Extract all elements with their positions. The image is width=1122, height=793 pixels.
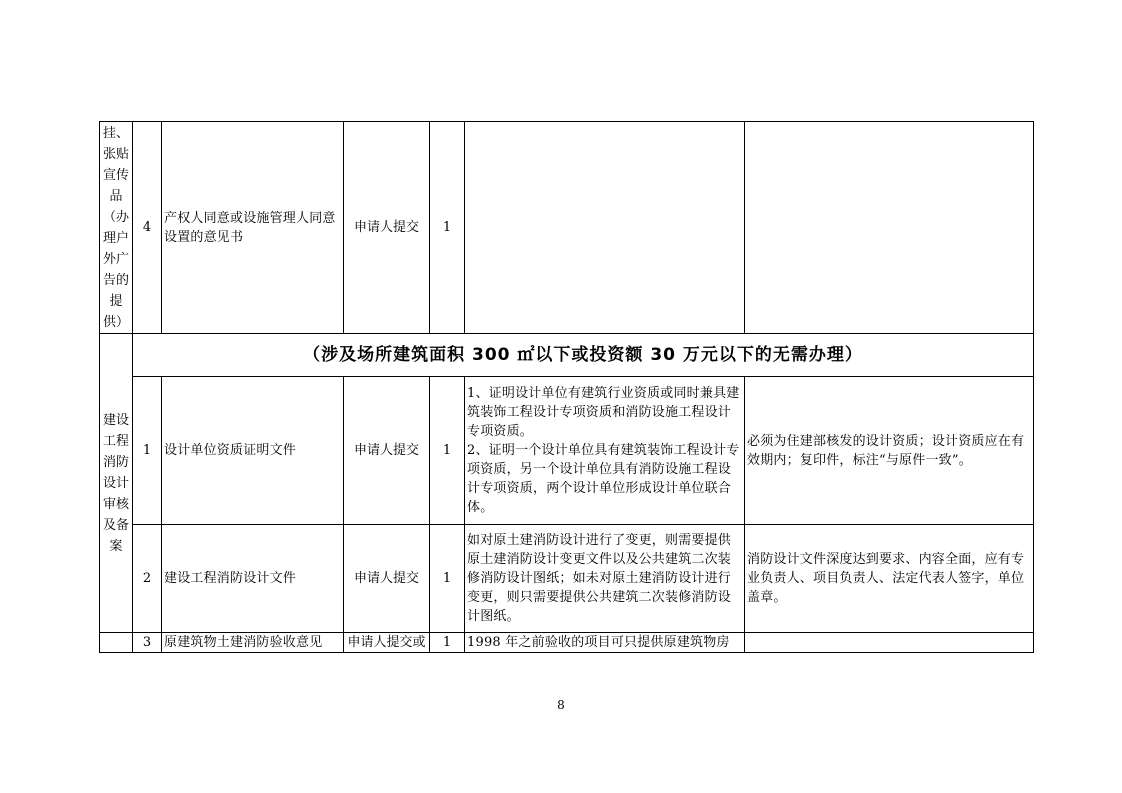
copies-count: 1 [430, 377, 465, 525]
material-form: 如对原土建消防设计进行了变更，则需要提供原土建消防设计变更文件以及公共建筑二次装修消防设计图纸；如未对原土建消防设计进行变更，则只需要提供公共建筑二次装修消防设计图纸。 [465, 525, 745, 633]
copies-count: 1 [430, 633, 465, 653]
section-banner: （涉及场所建筑面积 300 ㎡以下或投资额 30 万元以下的无需办理） [133, 334, 1034, 377]
materials-table [99, 121, 1034, 653]
material-name: 原建筑物土建消防验收意见 [162, 633, 344, 653]
table-row [100, 334, 1034, 377]
material-form: 1998 年之前验收的项目可只提供原建筑物房 [465, 633, 745, 653]
table-row [100, 525, 1034, 633]
item-number: 3 [133, 633, 162, 653]
material-requirement [745, 633, 1034, 653]
material-requirement [745, 122, 1034, 334]
category-cell-empty [100, 633, 133, 653]
item-number: 2 [133, 525, 162, 633]
material-source: 申请人提交 [344, 122, 430, 334]
material-form [465, 122, 745, 334]
table-row [100, 377, 1034, 525]
category-cell-advertising: 挂、张贴宣传品（办理户外广告的提供） [100, 122, 133, 334]
material-source: 申请人提交 [344, 525, 430, 633]
page-number: 8 [557, 698, 565, 712]
material-source: 申请人提交或 [344, 633, 430, 653]
material-requirement: 必须为住建部核发的设计资质；设计资质应在有效期内；复印件，标注“与原件一致”。 [745, 377, 1034, 525]
material-requirement: 消防设计文件深度达到要求、内容全面，应有专业负责人、项目负责人、法定代表人签字，单位盖章。 [745, 525, 1034, 633]
material-source: 申请人提交 [344, 377, 430, 525]
material-name: 设计单位资质证明文件 [162, 377, 344, 525]
copies-count: 1 [430, 122, 465, 334]
table-row [100, 633, 1034, 653]
material-name: 产权人同意或设施管理人同意设置的意见书 [162, 122, 344, 334]
item-number: 1 [133, 377, 162, 525]
material-form: 1、证明设计单位有建筑行业资质或同时兼具建筑装饰工程设计专项资质和消防设施工程设计专项资质。 2、证明一个设计单位具有建筑装饰工程设计专项资质，另一个设计单位具有消防设施工程设计专项资质，两个设计单位形成设计单位联合体。 [465, 377, 745, 525]
table-row [100, 122, 1034, 334]
copies-count: 1 [430, 525, 465, 633]
material-name: 建设工程消防设计文件 [162, 525, 344, 633]
item-number: 4 [133, 122, 162, 334]
category-cell-fire-design: 建设工程消防设计审核及备案 [100, 334, 133, 633]
